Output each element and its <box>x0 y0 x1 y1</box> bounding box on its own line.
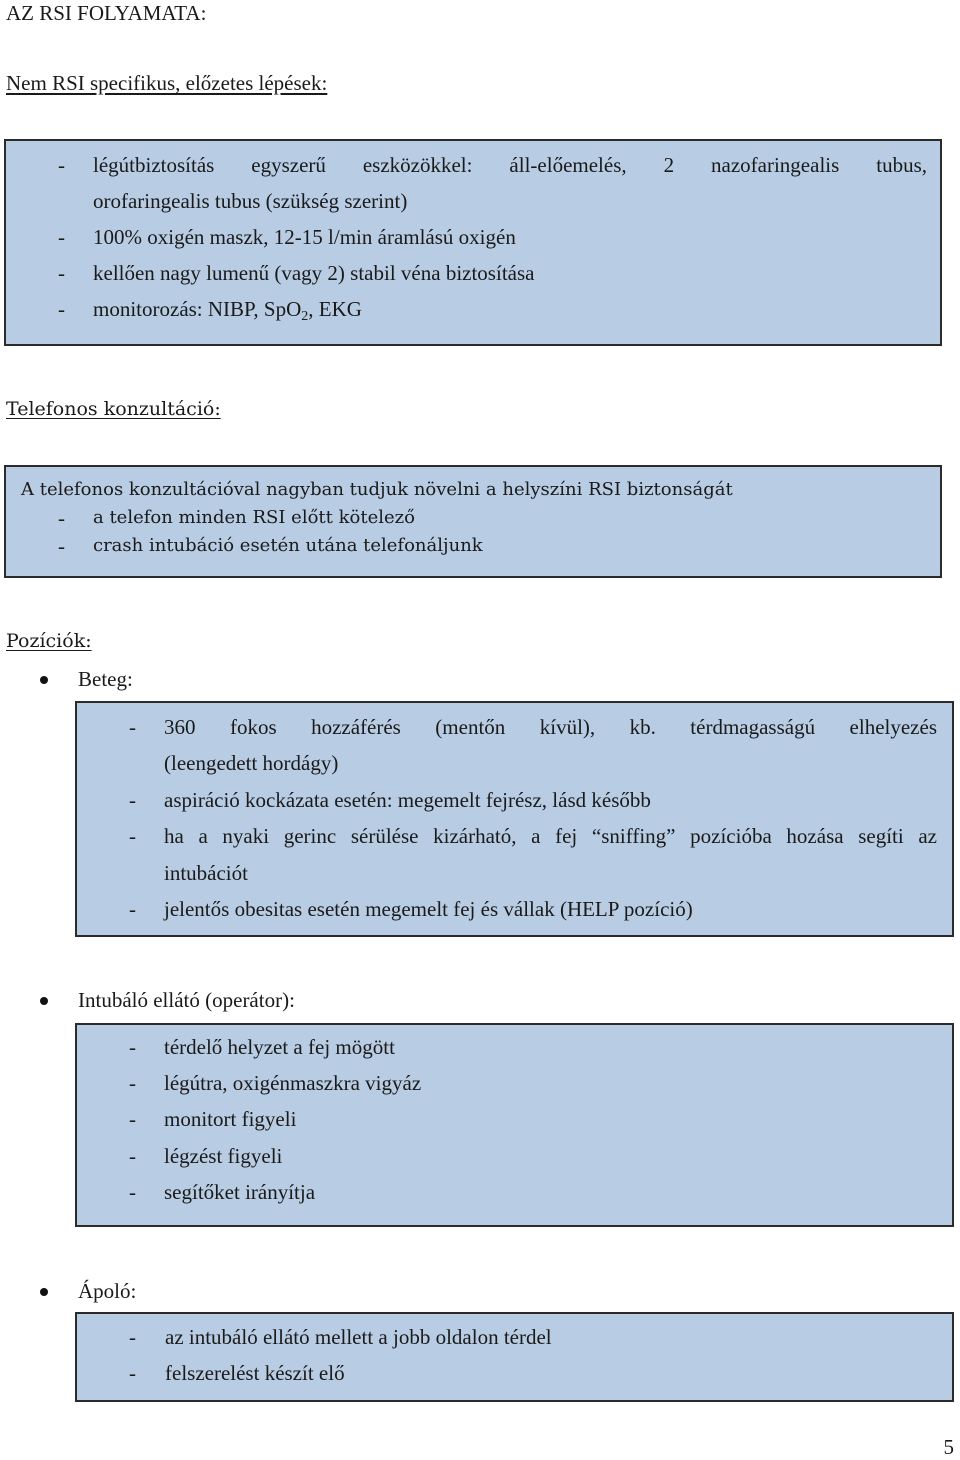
section-heading-preliminary: Nem RSI specifikus, előzetes lépések: <box>6 71 328 95</box>
list-item: crash intubáció esetén utána telefonáljunk <box>93 535 483 556</box>
list-item: kellően nagy lumenű (vagy 2) stabil véna biztosítása <box>93 261 535 285</box>
list-dash: - <box>58 225 65 249</box>
list-item: térdelő helyzet a fej mögött <box>164 1035 395 1059</box>
preliminary-steps-box <box>4 139 942 346</box>
list-item: légzést figyeli <box>164 1144 283 1168</box>
list-dash: - <box>129 897 136 921</box>
list-dash: - <box>129 1035 136 1059</box>
list-dash: - <box>129 1071 136 1095</box>
patient-position-box <box>75 701 954 937</box>
role-label-patient: Beteg: <box>78 667 133 691</box>
list-dash: - <box>129 788 136 812</box>
consultation-intro: A telefonos konzultációval nagyban tudjuk növelni a helyszíni RSI biztonságát <box>21 479 733 500</box>
role-label-nurse: Ápoló: <box>78 1279 137 1303</box>
list-item-continuation: intubációt <box>164 861 248 885</box>
list-dash: - <box>129 715 136 739</box>
list-dash: - <box>58 297 65 321</box>
list-item: felszerelést készít elő <box>165 1361 345 1385</box>
list-dash: - <box>129 1325 136 1349</box>
list-item: 100% oxigén maszk, 12-15 l/min áramlású oxigén <box>93 225 516 249</box>
list-item: 360 fokos hozzáférés (mentőn kívül), kb. térdmagasságú elhelyezés <box>164 715 937 739</box>
list-item: a telefon minden RSI előtt kötelező <box>93 507 415 528</box>
list-dash: - <box>58 153 65 177</box>
list-dash: - <box>129 1144 136 1168</box>
list-item: monitort figyeli <box>164 1107 297 1131</box>
bullet-icon <box>40 1288 48 1296</box>
list-dash: - <box>129 1107 136 1131</box>
list-dash: - <box>58 534 65 558</box>
list-item: aspiráció kockázata esetén: megemelt fejrész, lásd később <box>164 788 651 812</box>
nurse-position-box <box>75 1312 954 1402</box>
list-item: légútbiztosítás egyszerű eszközökkel: áll-előemelés, 2 nazofaringealis tubus, <box>93 153 927 177</box>
list-item-continuation: (leengedett hordágy) <box>164 751 339 775</box>
phone-consultation-box <box>4 465 942 578</box>
bullet-icon <box>40 676 48 684</box>
section-heading-phone-consultation: Telefonos konzultáció: <box>6 398 221 420</box>
list-item: ha a nyaki gerinc sérülése kizárható, a fej “sniffing” pozícióba hozása segíti az <box>164 824 937 848</box>
section-heading-positions: Pozíciók: <box>6 630 92 652</box>
list-dash: - <box>129 824 136 848</box>
list-dash: - <box>58 261 65 285</box>
page-number: 5 <box>943 1435 954 1459</box>
list-item: jelentős obesitas esetén megemelt fej és vállak (HELP pozíció) <box>164 897 693 921</box>
list-item: légútra, oxigénmaszkra vigyáz <box>164 1071 422 1095</box>
document-title: AZ RSI FOLYAMATA: <box>6 1 207 25</box>
operator-position-box <box>75 1023 954 1227</box>
list-dash: - <box>129 1361 136 1385</box>
role-label-operator: Intubáló ellátó (operátor): <box>78 988 295 1012</box>
list-dash: - <box>129 1180 136 1204</box>
list-item: segítőket irányítja <box>164 1180 316 1204</box>
list-item: az intubáló ellátó mellett a jobb oldalon térdel <box>165 1325 552 1349</box>
list-item-continuation: orofaringealis tubus (szükség szerint) <box>93 189 408 213</box>
list-dash: - <box>58 506 65 530</box>
bullet-icon <box>40 997 48 1005</box>
list-item: monitorozás: NIBP, SpO$_2$, EKG <box>93 297 362 324</box>
